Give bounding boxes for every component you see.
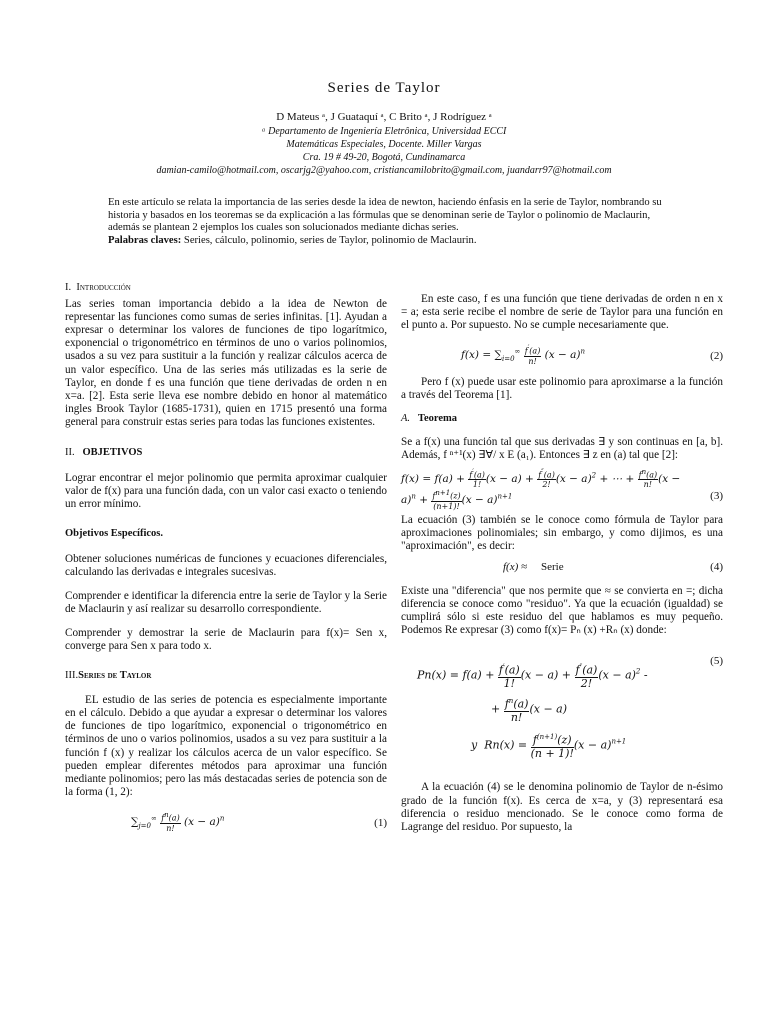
equation-1: $\sum_{j=0}^\infty$ $\frac{f^n(a)}{n!}$ $(x - a)^n$ (1) — [131, 810, 387, 833]
equation-4 — [401, 561, 723, 577]
affiliation-line-2: Matemáticas Especiales, Docente. Miller Vargas — [286, 139, 482, 150]
section-heading-objetivos: II. OBJETIVOS — [65, 447, 143, 459]
right-paragraph-4: La ecuación (3) también se le conoce como fórmula de Taylor para aproximaciones polinomiales; sin embargo, y como dijimos, es una "aproximación", es decir: — [401, 513, 723, 552]
left-column — [65, 281, 387, 837]
right-paragraph-2: Pero f (x) puede usar este polinomio para aproximarse a la función a través del Teorema [1]. — [401, 376, 723, 402]
series-paragraph: EL estudio de las series de potencia es especialmente importante en el cálculo. Debido a que ayudar a expresar o determinar los valores de funciones de tipo logarítmico, exponencial o trigonométrico en términos de uno o varios polinomios, usados a su vez para sustituir a la función f (x) y realizar los cálculos acerca de un valor específico. Se pueden emplear diferentes métodos para aproximar una función mediante polinomios; pero las más destacadas series de potencia son de la forma (1, 2): — [65, 694, 387, 798]
section-heading-series-de-taylor: III.Series de Taylor — [65, 670, 152, 682]
objetivo-3: Comprender y demostrar la serie de Maclaurin para f(x)= Sen x, converge para Sen x para todo x. — [65, 626, 387, 652]
objetivos-paragraph: Lograr encontrar el mejor polinomio que permita aproximar cualquier valor de f(x) para una función dada, con un valor casi exacto o teniendo un error mínimo. — [65, 472, 387, 511]
abstract — [108, 197, 663, 247]
equation-4-number: (4) — [710, 561, 723, 574]
affiliation-line-1: ᵃ Departamento de Ingeniería Eletrônica, Universidad ECCI — [261, 126, 507, 137]
right-paragraph-5: Existe una "diferencia" que nos permite que ≈ se convierta en =; dicha diferencia se conoce como "residuo". Ya que la ecuación (igualdad) se cumplirá sólo si este residuo del que hablamos es muy pequeño. Podemos Re expresar (3) como f(x)= Pₙ (x) +Rₙ (x) donde: — [401, 585, 723, 637]
keywords-label: Palabras claves: — [108, 234, 182, 246]
intro-paragraph: Las series toman importancia debido a la idea de Newton de representar las funciones como sumas de series infinitas. [1]. Ayudan a expresar o determinar los valores de funciones de tipo logarítmico, exponencial o trigonométrico en términos de uno o varios polinomios, usados a su vez para sustituir a la función y realizar cálculos acerca de un valor específico. Una de las series más utilizadas es la serie de Taylor, en donde f es una función que tiene derivadas de orden n en x=a. [2]. Esta serie lleva ese nombre debido en honor al matemático ingles Brook Taylor (1685-1731), quien en 1715 presentó una forma general para construir estas series para todas las funciones existentes. — [65, 298, 387, 428]
objetivo-2: Comprender e identificar la diferencia entre la serie de Taylor y la Serie de Maclaurin y así realizar su desarrollo correspondiente. — [65, 589, 387, 615]
equation-2-number: (2) — [710, 350, 723, 363]
affiliation-emails: damian-camilo@hotmail.com, oscarjg2@yahoo.com, cristiancamilobrito@gmail.com, juandarr97@hotmail.com — [156, 165, 612, 176]
authors: D Mateus ᵃ, J Guataquí ᵃ, C Brito ᵃ, J Rodríguez ᵃ — [276, 111, 492, 123]
abstract-text: En este artículo se relata la importancia de las series desde la idea de newton, haciendo énfasis en la serie de Taylor, nombrando su historia y basados en los teoremas se da explicación a las fórmulas que se denominan serie de Taylor o polinomio de Maclaurin, además se plantean 2 ejemplos los cuales son solucionados mediante dichas series. — [108, 197, 662, 233]
objetivo-1: Obtener soluciones numéricas de funciones y ecuaciones diferenciales, calculando las derivadas e integrales sucesivas. — [65, 552, 387, 578]
right-paragraph-1: En este caso, f es una función que tiene derivadas de orden n en x = a; esta serie recibe el nombre de serie de Taylor para una función en el punto a. Por supuesto. No se cumple necesariamente que. — [401, 293, 723, 332]
keywords: Series, cálculo, polinomio, series de Taylor, polinomio de Maclaurin. — [183, 234, 477, 246]
affiliation-line-3: Cra. 19 # 49-20, Bogotá, Cundinamarca — [302, 152, 466, 163]
equation-4-lhs: f(x) ≈ — [503, 561, 528, 574]
right-column — [401, 293, 723, 834]
equation-5: Pn(x) = f(a) + $\frac{f'(a)}{1!}$ (x − a) + $\frac{f''(a)}{2!}$ $(x - a)^2$ - + $\frac{f^n(a)}{n!}$ (x − a) y Rn(x) = $\frac{f^{(n+1)}(z)}{(n + 1)!}$ $(x - a)^{n+1}$ (5) — [417, 655, 723, 761]
subsection-heading-teorema: A. Teorema — [401, 413, 457, 425]
equation-3: f(x) = f(a) + $\frac{f'(a)}{1!}$ (x − a) + $\frac{f''(a)}{2!}$ $(x - a)^2$ + ⋯ + $\frac{f^n(a)}{n!}$ (x − a)$^n$ + $\frac{f^{n+1}(z)}{(n+1)!}$ $(x - a)^{n+1}$ (3) — [401, 467, 723, 512]
teorema-paragraph: Se a f(x) una función tal que sus derivadas ∃ y son continuas en [a, b]. Además, f ⁿ⁺¹(x) ∃∀/ x E (a₁). Entonces ∃ z en (a) tal que [2]: — [401, 435, 723, 461]
right-paragraph-6: A la ecuación (4) se le denomina polinomio de Taylor de n-ésimo grado de la función f(x). Es cerca de x=a, y (3) representará esa diferencia o residuo mencionado. Se le conoce como forma de Lagrange del residuo. Por supuesto, la — [401, 781, 723, 833]
objetivos-especificos-heading: Objetivos Específicos. — [65, 528, 163, 540]
paper-title: Series de Taylor — [327, 80, 441, 96]
section-heading-introduccion: I. Introducción — [65, 282, 131, 293]
equation-4-rhs: Serie — [541, 561, 564, 574]
equation-5-number: (5) — [710, 655, 723, 668]
equation-1-number: (1) — [374, 816, 387, 829]
equation-3-number: (3) — [710, 489, 723, 502]
equation-2: $f(x) = \sum_{i=0}^\infty$ $\frac{f'(a)}{n!}$ $(x - a)^n$ (2) — [461, 344, 723, 366]
